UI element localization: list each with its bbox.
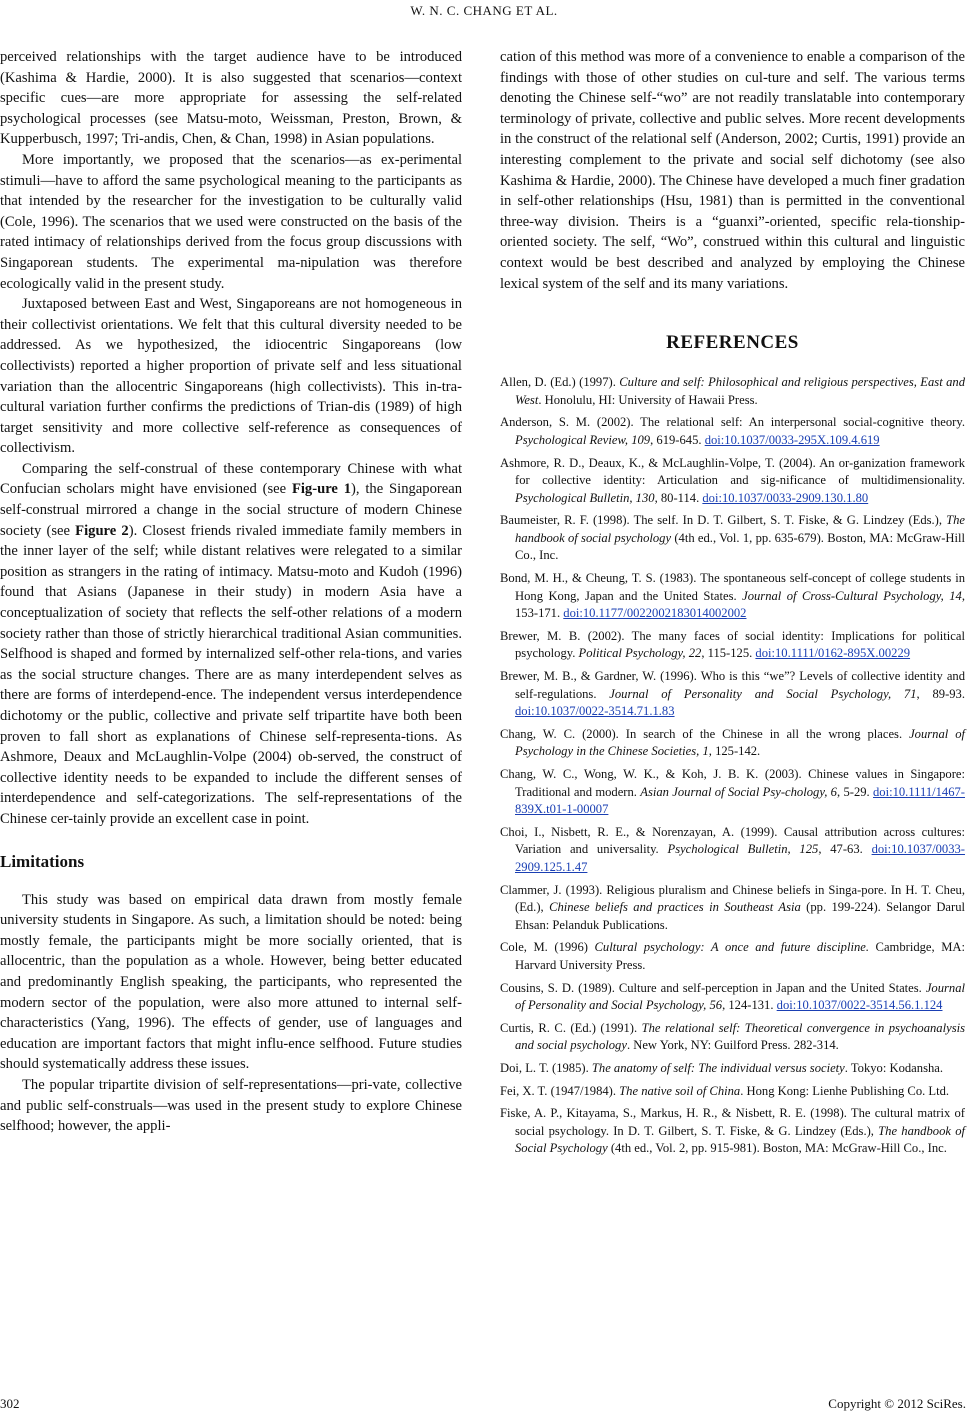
doi-link[interactable]: doi:10.1037/0033-2909.130.1.80 (702, 490, 869, 505)
reference-details: . Honolulu, HI: University of Hawaii Press. (538, 392, 758, 407)
left-column (0, 47, 462, 1137)
reference-details: , 124-131. (722, 998, 777, 1013)
reference-item (500, 628, 965, 663)
reference-item (500, 414, 965, 449)
reference-text: Bond, M. H., & Cheung, T. S. (1983). The spontaneous self-concept of college students in Hong Kong, Japan and the United States. (500, 571, 965, 603)
reference-item (500, 1060, 965, 1078)
reference-details: , 5-29. (836, 784, 873, 799)
running-head: W. N. C. CHANG ET AL. (410, 3, 558, 18)
reference-item (500, 939, 965, 974)
reference-source: The handbook of Social Psychology (515, 1123, 965, 1156)
reference-item (500, 766, 965, 819)
paragraph: cation of this method was more of a convenience to enable a comparison of the findings with those of other studies on cul-ture and self. The various terms denoting the Chinese self-“wo” are not readily translatable into contemporary terminology of private, collective and public selves. More recent developments in the construct of the relational self (Anderson, 2002; Curtis, 1991) provide an interesting complement to the private and social self dichotomy (see also Kashima & Hardie, 2000). The Chinese have developed a much finer gradation in self-other relationships (Hsu, 1981) than is permitted in the conventional three-way division. Theirs is a “guanxi”-oriented, specific rela-tionship-oriented society. The self, “Wo”, construed within this cultural and linguistic context would be best described and analyzed by employing the Chinese lexical system of the self and its many variations. (500, 49, 965, 292)
reference-item (500, 668, 965, 721)
reference-item (500, 1105, 965, 1158)
paragraph: More importantly, we proposed that the scenarios—as ex-perimental stimuli—have to afford the same psychological meaning to the participants as that intended by the researcher for the investigation to be culturally valid (Cole, 1996). The scenarios that we used were constructed on the basis of the rated intimacy of relationships derived from the focus group discussions with Singaporean students. The experimental ma-nipulation was therefore ecologically valid in the present study. (0, 151, 462, 292)
reference-text: Brewer, M. B., & Gardner, W. (1996). Who is this “we”? Levels of collective identity and self-regulations. (500, 669, 965, 701)
reference-text: Fiske, A. P., Kitayama, S., Markus, H. R., & Nisbett, R. E. (1998). The cultural matrix of social psychology. In D. T. Gilbert, S. T. Fiske, & G. Lindzey (Eds.), (500, 1106, 965, 1138)
reference-source: Journal of Personality and Social Psychology, 71 (609, 686, 917, 701)
doi-link[interactable]: doi:10.1111/0162-895X.00229 (755, 646, 911, 661)
reference-text: Cole, M. (1996) (500, 940, 595, 955)
reference-source: Political Psychology, 22 (578, 646, 702, 661)
right-column (500, 47, 965, 1163)
reference-details: , 115-125. (701, 646, 756, 661)
reference-text: Fei, X. T. (1947/1984). (500, 1083, 620, 1098)
reference-source: Journal of Personality and Social Psychology, 56 (515, 980, 965, 1013)
figure-1-ref[interactable]: Fig-ure 1 (291, 481, 352, 498)
reference-details: Cambridge, MA: Harvard University Press. (515, 940, 965, 972)
reference-text: Choi, I., Nisbett, R. E., & Norenzayan, A. (1999). Causal attribution across cultures: Variation and universality. (500, 824, 965, 857)
reference-details: , 80-114. (654, 490, 703, 505)
doi-link[interactable]: doi:10.1037/0022-3514.56.1.124 (776, 998, 943, 1013)
reference-text: Allen, D. (Ed.) (1997). (500, 375, 620, 390)
doi-link[interactable]: doi:10.1037/0033-295X.109.4.619 (704, 432, 880, 447)
paragraph: perceived relationships with the target audience have to be introduced (Kashima & Hardie, 2000). It is also suggested that scenarios—context specific cues—are more appropriate for assessing the self-related psychological processes (see Matsu-moto, Weissman, Preston, Brown, & Kupperbusch, 1997; Tri-andis, Chen, & Chan, 1998) in Asian populations. (0, 49, 462, 148)
reference-source: Journal of Cross-Cultural Psychology, 14 (742, 588, 962, 603)
reference-source: Culture and self: Philosophical and religious perspectives, East and West (515, 375, 965, 407)
reference-item (500, 1020, 965, 1055)
references-title: REFERENCES (666, 332, 799, 354)
paragraph: This study was based on empirical data drawn from mostly female university students in Singapore. As such, a limitation should be noted: being mostly female, the participants might be more socially oriented, that is allocentric, than the population as a whole. However, being better educated and predominantly English speaking, the participants, who represented the modern sector of the population, were also more attuned to internal self-characteristics (Yang, 1996). The effects of gender, use of languages and education are important factors that might influ-ence selfhood. Future studies should systematically address these issues. (0, 891, 462, 1073)
reference-source: The handbook of social psychology (515, 513, 965, 545)
paragraph-text: ), the Singaporean self-construal mirrored a change in the social structure of modern Chinese society (see (0, 481, 462, 539)
reference-source: The native soil of China (619, 1083, 741, 1098)
reference-item (500, 980, 965, 1015)
paragraph: The popular tripartite division of self-representations—pri-vate, collective and public self-construals—was used in the present study to explore Chinese selfhood; however, the appli- (0, 1076, 462, 1135)
paragraph-text: ). Closest friends rivaled immediate family members in the inner layer of the self; while distant relatives were relegated to a similar position as strangers in the rating of intimacy. Matsu-moto and Kudoh (1996) found that Asians (Japanese in their study) in modern Asia have a conceptualization of society that reflects the self-other relations of a modern society rather than those of strictly hierarchical traditional Asian communities. Selfhood is shaped and formed by internalized self-other rela-tions, and varies as the social structure changes. There are as many interdependent selves as there are forms of interdepend-ence. The independent versus interdependence dichotomy or the public, collective and private self tripartite have both been proven to fall short as explanations of Chinese self-representa-tions. As Ashmore, Deaux and McLaughlin-Volpe (2004) ob-served, the construct of collective identity needs to be expanded to include the different senses of interdependence and self-categorizations. The self-representations of the Chinese cer-tainly provide an excellent case in point. (0, 522, 462, 827)
reference-details: (4th ed., Vol. 1, pp. 635-679). Boston, MA: McGraw-Hill Co., Inc. (515, 530, 965, 563)
reference-details: . Tokyo: Kodansha. (844, 1060, 944, 1075)
reference-source: Chinese beliefs and practices in Southeast Asia (549, 900, 801, 915)
reference-item (500, 882, 965, 935)
reference-text: Brewer, M. B. (2002). The many faces of social identity: Implications for political psychology. (500, 628, 965, 661)
reference-list (500, 374, 965, 1158)
reference-text: Baumeister, R. F. (1998). The self. In D. T. Gilbert, S. T. Fiske, & G. Lindzey (Eds.), (500, 513, 947, 528)
section-title-limitations: Limitations (0, 851, 85, 871)
doi-link[interactable]: doi:10.1037/0022-3514.71.1.83 (515, 704, 675, 719)
reference-source: Cultural psychology: A once and future discipline. (594, 940, 869, 955)
reference-item (500, 824, 965, 877)
reference-source: The relational self: Theoretical convergence in psychoanalysis and social psychology (515, 1020, 965, 1053)
reference-item (500, 455, 965, 508)
copyright: Copyright © 2012 SciRes. (828, 1396, 966, 1411)
reference-item (500, 726, 965, 761)
reference-details: (pp. 199-224). Selangor Darul Ehsan: Pelanduk Publications. (515, 900, 965, 932)
reference-source: Psychological Bulletin, 125 (667, 842, 819, 857)
reference-item (500, 374, 965, 409)
reference-item (500, 1083, 965, 1101)
reference-details: . New York, NY: Guilford Press. 282-314. (626, 1038, 839, 1053)
paragraph: Juxtaposed between East and West, Singaporeans are not homogeneous in their collectivist orientations. We felt that this cultural diversity needed to be addressed. As we hypothesized, the idiocentric Singaporeans (low collectivists) reported a higher proportion of private self and less situational variation than the allocentric Singaporeans (high collectivists). This in-tra-cultural variation further confirms the predictions of Trian-dis (1989) of high target sensitivity and more collective self-reference as consequences of collectivism. (0, 296, 462, 457)
doi-link[interactable]: doi:10.1111/1467-839X.t01-1-00007 (515, 784, 965, 817)
reference-text: Curtis, R. C. (Ed.) (1991). (500, 1020, 642, 1035)
doi-link[interactable]: doi:10.1037/0033-2909.125.1.47 (515, 842, 965, 874)
doi-link[interactable]: doi:10.1177/0022002183014002002 (563, 606, 747, 621)
reference-item (500, 570, 965, 623)
reference-source: Psychological Review, 109 (515, 432, 651, 447)
reference-details: , 89-93. (916, 686, 966, 701)
reference-source: Journal of Psychology in the Chinese Societies, 1 (515, 726, 965, 759)
reference-text: Chang, W. C. (2000). In search of the Chinese in all the wrong places. (500, 726, 910, 741)
reference-text: Ashmore, R. D., Deaux, K., & McLaughlin-Volpe, T. (2004). An or-ganization framework for collective identity: Articulation and sig-nificance of multidimensionality. (500, 455, 965, 488)
paragraph-text: Comparing the self-construal of these contemporary Chinese with what Confucian scholars might have envisioned (see (0, 460, 462, 498)
reference-item (500, 512, 965, 565)
reference-source: The anatomy of self: The individual versus society (591, 1060, 845, 1075)
reference-details: , 125-142. (708, 744, 761, 759)
reference-details: . Hong Kong: Lienhe Publishing Co. Ltd. (740, 1083, 950, 1098)
reference-details: (4th ed., Vol. 2, pp. 915-981). Boston, MA: McGraw-Hill Co., Inc. (607, 1141, 947, 1156)
reference-details: , 153-171. (515, 588, 965, 621)
reference-text: Cousins, S. D. (1989). Culture and self-perception in Japan and the United States. (500, 980, 926, 995)
reference-text: Clammer, J. (1993). Religious pluralism and Chinese beliefs in Singa-pore. In H. T. Cheu, (Ed.), (500, 882, 965, 915)
paragraph-figure-refs (0, 459, 462, 830)
reference-details: , 47-63. (818, 842, 872, 857)
reference-text: Chang, W. C., Wong, W. K., & Koh, J. B. K. (2003). Chinese values in Singapore: Traditional and modern. (500, 767, 965, 799)
figure-2-ref[interactable]: Figure 2 (75, 522, 129, 539)
reference-details: , 619-645. (650, 432, 705, 447)
reference-text: Anderson, S. M. (2002). The relational self: An interpersonal social-cognitive theory. (500, 415, 965, 430)
page-number: 302 (0, 1396, 20, 1411)
reference-text: Doi, L. T. (1985). (500, 1060, 592, 1075)
reference-source: Psychological Bulletin, 130 (515, 490, 655, 505)
reference-source: Asian Journal of Social Psy-chology, 6 (640, 784, 837, 799)
